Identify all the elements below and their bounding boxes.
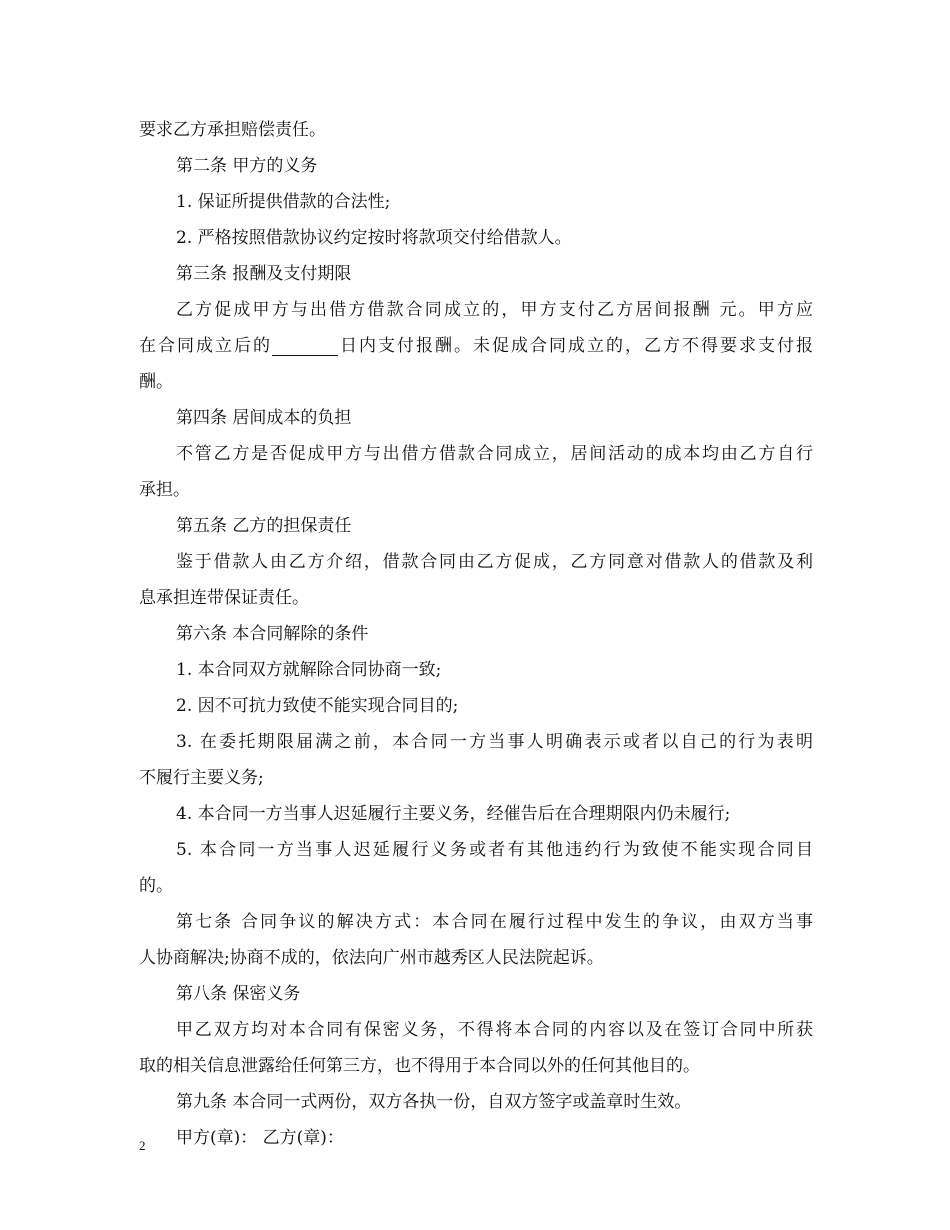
list-item: 2. 因不可抗力致使不能实现合同目的; bbox=[176, 696, 459, 716]
text-line: 的。 bbox=[139, 876, 173, 896]
page-number: 2 bbox=[139, 1138, 146, 1153]
article-heading: 第九条 本合同一式两份，双方各执一份，自双方签字或盖章时生效。 bbox=[176, 1092, 692, 1112]
article-heading: 第四条 居间成本的负担 bbox=[176, 408, 352, 428]
text-line: 鉴于借款人由乙方介绍，借款合同由乙方促成，乙方同意对借款人的借款及利 bbox=[176, 552, 813, 572]
text-line: 甲乙双方均对本合同有保密义务，不得将本合同的内容以及在签订合同中所获 bbox=[176, 1020, 813, 1040]
signature-line: 甲方(章)： 乙方(章)： bbox=[176, 1128, 344, 1148]
article-heading: 第八条 保密义务 bbox=[176, 984, 301, 1004]
list-item: 2. 严格按照借款协议约定按时将款项交付给借款人。 bbox=[176, 228, 572, 248]
list-item: 4. 本合同一方当事人迟延履行主要义务，经催告后在合理期限内仍未履行; bbox=[176, 804, 731, 824]
text-line-with-blank bbox=[139, 328, 813, 364]
list-item: 1. 本合同双方就解除合同协商一致; bbox=[176, 660, 442, 680]
contract-body bbox=[139, 112, 813, 1156]
article-heading: 第二条 甲方的义务 bbox=[176, 156, 318, 176]
list-item: 5. 本合同一方当事人迟延履行义务或者有其他违约行为致使不能实现合同目 bbox=[176, 840, 813, 860]
list-item: 3. 在委托期限届满之前，本合同一方当事人明确表示或者以自己的行为表明 bbox=[176, 732, 813, 752]
text-line: 不管乙方是否促成甲方与出借方借款合同成立，居间活动的成本均由乙方自行 bbox=[176, 444, 813, 464]
article-heading: 第五条 乙方的担保责任 bbox=[176, 516, 352, 536]
text-line: 乙方促成甲方与出借方借款合同成立的，甲方支付乙方居间报酬 元。甲方应 bbox=[176, 300, 813, 320]
text-line: 人协商解决;协商不成的，依法向广州市越秀区人民法院起诉。 bbox=[139, 948, 604, 968]
text-line: 酬。 bbox=[139, 372, 173, 392]
article-heading: 第七条 合同争议的解决方式：本合同在履行过程中发生的争议，由双方当事 bbox=[176, 912, 813, 932]
text-segment: 在合同成立后的 bbox=[139, 336, 272, 356]
text-line: 承担。 bbox=[139, 480, 190, 500]
text-line: 息承担连带保证责任。 bbox=[139, 588, 309, 608]
article-heading: 第三条 报酬及支付期限 bbox=[176, 264, 352, 284]
article-heading: 第六条 本合同解除的条件 bbox=[176, 624, 369, 644]
text-segment: 日内支付报酬。未促成合同成立的，乙方不得要求支付报 bbox=[338, 336, 813, 356]
text-line: 要求乙方承担赔偿责任。 bbox=[139, 120, 326, 140]
list-item: 1. 保证所提供借款的合法性; bbox=[176, 192, 391, 212]
text-line: 不履行主要义务; bbox=[139, 768, 264, 788]
text-line: 取的相关信息泄露给任何第三方，也不得用于本合同以外的任何其他目的。 bbox=[139, 1056, 700, 1076]
fill-in-blank bbox=[272, 333, 338, 356]
